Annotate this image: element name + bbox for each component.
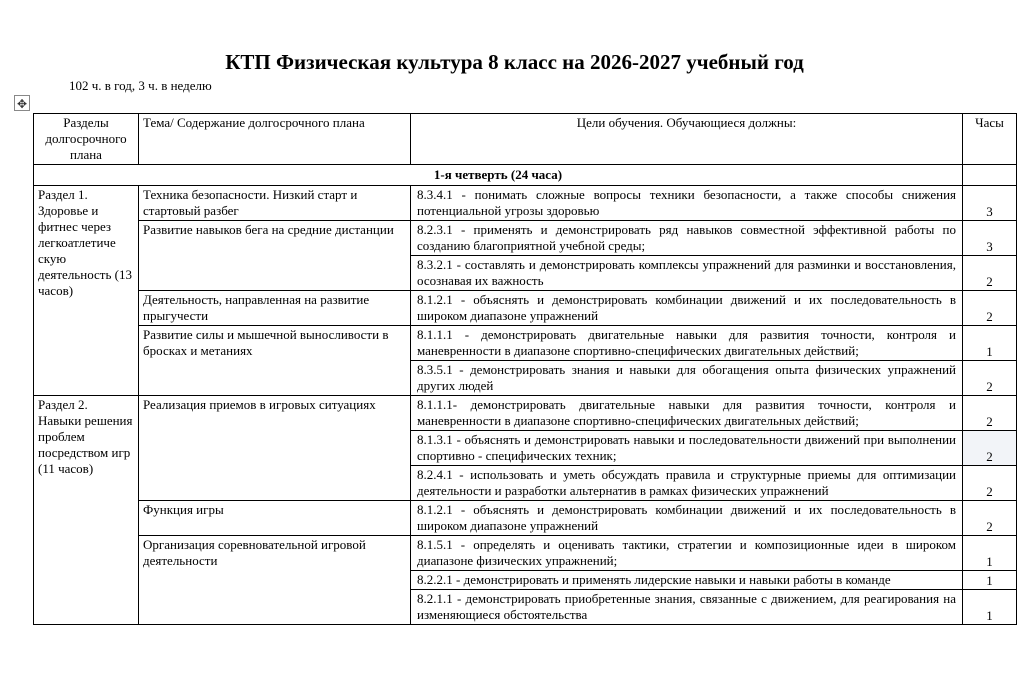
hours-summary: 102 ч. в год, 3 ч. в неделю [69,78,212,93]
topic-cell: Развитие силы и мышечной выносливости в бросках и метаниях [139,326,411,396]
goal-cell: 8.3.5.1 - демонстрировать знания и навыки для обогащения опыта физических упражнений других людей [411,361,963,396]
goal-cell: 8.2.4.1 - использовать и уметь обсуждать правила и структурные приемы для оптимизации деятельности и разработки альтернатив в рамках физических упражнений [411,466,963,501]
move-arrows-icon[interactable]: ✥ [14,95,30,111]
quarter-label: 1-я четверть (24 часа) [34,165,963,186]
section-cell: Раздел 1. Здоровье и фитнес через легкоатлетиче скую деятельность (13 часов) [34,186,139,396]
hours-cell: 1 [963,590,1017,625]
goal-cell: 8.2.1.1 - демонстрировать приобретенные знания, связанные с движением, для реагирования на изменяющиеся обстоятельства [411,590,963,625]
header-topic: Тема/ Содержание долгосрочного плана [139,114,411,165]
goal-cell: 8.3.4.1 - понимать сложные вопросы техники безопасности, а также способы снижения потенциальной угрозы здоровью [411,186,963,221]
table-row [34,396,1017,431]
table-row [34,326,1017,361]
hours-cell: 2 [963,431,1017,466]
goal-cell: 8.1.1.1- демонстрировать двигательные навыки для развития точности, контроля и маневренности в диапазоне спортивно-специфических двигательных действий; [411,396,963,431]
table-header-row [34,114,1017,165]
hours-cell: 2 [963,361,1017,396]
topic-cell: Деятельность, направленная на развитие прыгучести [139,291,411,326]
goal-cell: 8.1.2.1 - объяснять и демонстрировать комбинации движений и их последовательность в широком диапазоне упражнений [411,291,963,326]
hours-cell: 1 [963,571,1017,590]
hours-cell: 1 [963,326,1017,361]
hours-cell: 2 [963,466,1017,501]
header-hours: Часы [963,114,1017,165]
hours-cell: 2 [963,501,1017,536]
table-row [34,186,1017,221]
topic-cell: Функция игры [139,501,411,536]
hours-cell: 3 [963,221,1017,256]
header-goals: Цели обучения. Обучающиеся должны: [411,114,963,165]
hours-cell: 3 [963,186,1017,221]
goal-cell: 8.1.2.1 - объяснять и демонстрировать комбинации движений и их последовательность в широком диапазоне упражнений [411,501,963,536]
hours-cell: 2 [963,256,1017,291]
goal-cell: 8.1.1.1 - демонстрировать двигательные навыки для развития точности, контроля и маневренности в диапазоне спортивно-специфических двигательных действий; [411,326,963,361]
hours-cell: 2 [963,396,1017,431]
table-row [34,536,1017,571]
section-cell: Раздел 2. Навыки решения проблем посредством игр (11 часов) [34,396,139,625]
topic-cell: Реализация приемов в игровых ситуациях [139,396,411,501]
goal-cell: 8.1.3.1 - объяснять и демонстрировать навыки и последовательности движений при выполнении спортивно - специфических техник; [411,431,963,466]
topic-cell: Техника безопасности. Низкий старт и стартовый разбег [139,186,411,221]
quarter-hours-cell [963,165,1017,186]
goal-cell: 8.2.2.1 - демонстрировать и применять лидерские навыки и навыки работы в команде [411,571,963,590]
hours-cell: 1 [963,536,1017,571]
quarter-row [34,165,1017,186]
topic-cell: Организация соревновательной игровой деятельности [139,536,411,625]
hours-cell: 2 [963,291,1017,326]
plan-table [33,113,1017,625]
page-title: КТП Физическая культура 8 класс на 2026-2027 учебный год [225,50,804,74]
table-row [34,221,1017,256]
table-row [34,291,1017,326]
goal-cell: 8.1.5.1 - определять и оценивать тактики, стратегии и композиционные идеи в широком диапазоне физических упражнений; [411,536,963,571]
goal-cell: 8.2.3.1 - применять и демонстрировать ряд навыков совместной эффективной работы по созданию благоприятной учебной среды; [411,221,963,256]
goal-cell: 8.3.2.1 - составлять и демонстрировать комплексы упражнений для разминки и восстановления, осознавая их важность [411,256,963,291]
topic-cell: Развитие навыков бега на средние дистанции [139,221,411,291]
table-row [34,501,1017,536]
header-section: Разделы долгосрочного плана [34,114,139,165]
